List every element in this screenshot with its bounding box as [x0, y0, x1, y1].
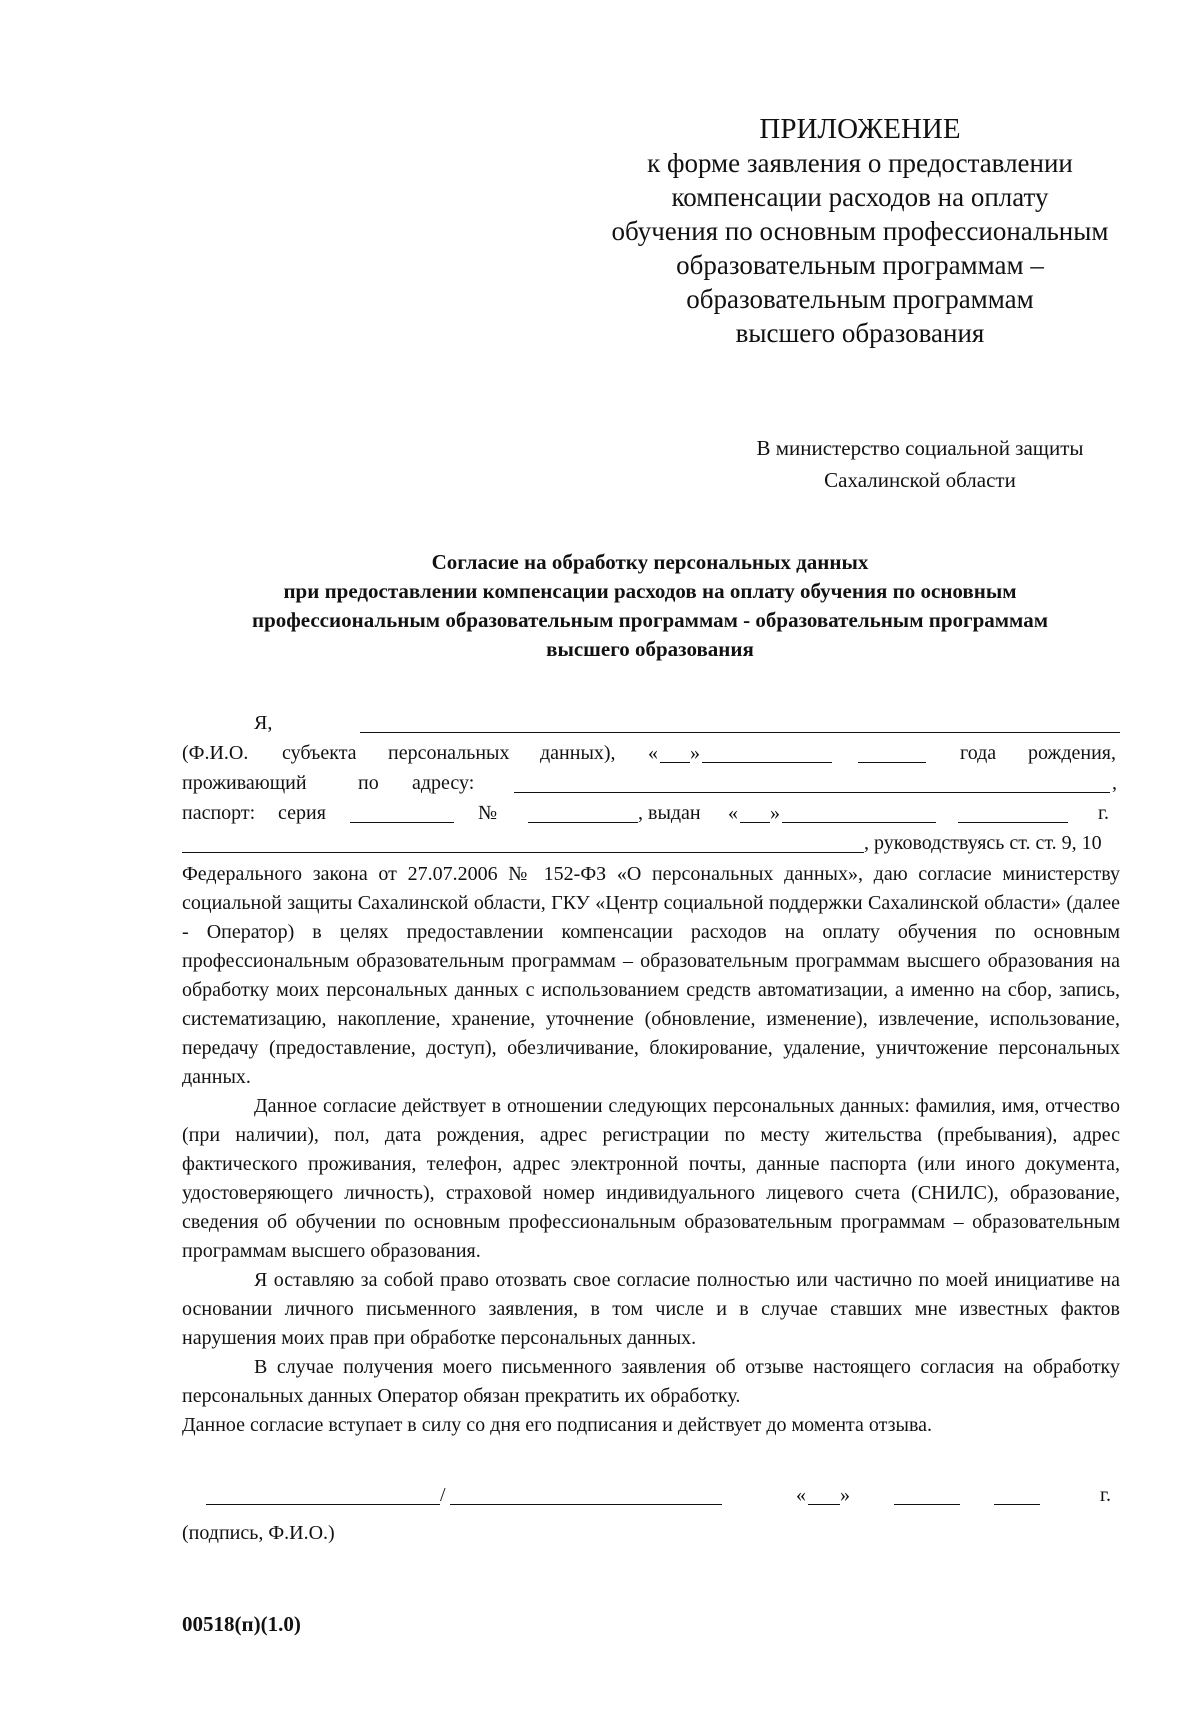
addressee-line-1: В министерство социальной защиты — [756, 436, 1084, 460]
signature-row — [182, 1480, 1120, 1510]
sign-year-field[interactable] — [994, 1480, 1040, 1505]
title-line-4: высшего образования — [546, 637, 754, 661]
quote-close: » — [690, 742, 700, 764]
signature-block — [182, 1480, 1120, 1548]
guided-text: , руководствуясь ст. ст. 9, 10 — [864, 832, 1102, 854]
passport-label-2: серия — [278, 802, 326, 824]
sign-year-suffix: г. — [1100, 1484, 1111, 1506]
consent-body — [182, 860, 1120, 1440]
paragraph-validity: Данное согласие вступает в силу со дня его подписания и действует до момента отзыва. — [182, 1414, 933, 1436]
address-field[interactable] — [514, 768, 1110, 793]
signature-field[interactable] — [206, 1480, 440, 1505]
residing-label-1: проживающий — [182, 772, 307, 794]
birth-month-field[interactable] — [702, 738, 832, 763]
birth-label: года — [960, 742, 997, 764]
appendix-line: к форме заявления о предоставлении — [647, 148, 1073, 178]
fio-caption-3: персональных — [388, 742, 510, 764]
fio-caption-4: данных), — [540, 742, 616, 764]
title-line-1: Согласие на обработку персональных данных — [431, 550, 869, 574]
signature-caption-row — [182, 1518, 1120, 1548]
birth-row — [182, 738, 1120, 768]
fio-caption-1: (Ф.И.О. — [182, 742, 249, 764]
fio-caption-2: субъекта — [282, 742, 357, 764]
title-line-2: при предоставлении компенсации расходов на оплату обучения по основным — [283, 579, 1017, 603]
personal-info-fields — [182, 708, 1120, 858]
appendix-line: образовательным программам – — [676, 250, 1044, 280]
paragraph-revocation-right: Я оставляю за собой право отозвать свое согласие полностью или частично по моей инициативе на основании личного письменного заявления, в том числе и в случае ставших мне известных фактов нарушения моих прав при обработке персональных данных. — [182, 1269, 1120, 1349]
sign-month-field[interactable] — [894, 1480, 960, 1505]
fio-row — [182, 708, 1120, 738]
issued-quote-close: » — [770, 802, 780, 824]
address-comma: , — [1112, 772, 1117, 794]
paragraph-revocation-effect: В случае получения моего письменного заявления об отзыве настоящего согласия на обработку персональных данных Оператор обязан прекратить их обработку. — [182, 1356, 1120, 1407]
appendix-line: образовательным программам — [686, 284, 1034, 314]
signature-name-field[interactable] — [450, 1480, 722, 1505]
appendix-line: обучения по основным профессиональным — [611, 216, 1109, 246]
issued-label: , выдан — [638, 802, 701, 824]
birth-year-field[interactable] — [858, 738, 926, 763]
appendix-header — [580, 112, 1140, 350]
addressee-line-2: Сахалинской области — [824, 468, 1016, 492]
residing-label-2: по — [358, 772, 379, 794]
birth-label-2: рождения, — [1028, 742, 1116, 764]
appendix-line: высшего образования — [735, 318, 985, 348]
issuer-field[interactable] — [182, 828, 864, 853]
address-row — [182, 768, 1120, 798]
paragraph-law-reference: Федерального закона от 27.07.2006 № 152-ФЗ «О персональных данных», даю согласие министерству социальной защиты Сахалинской области, ГКУ «Центр социальной поддержки Сахалинской области» (далее - Оператор) в целях предоставлении компенсации расходов на оплату обучения по основным профессиональным образовательным программам – образовательным программам высшего образования на обработку моих персональных данных с использованием средств автоматизации, а именно на сбор, запись, систематизацию, накопление, хранение, уточнение (обновление, изменение), извлечение, использование, передачу (предоставление, доступ), обезличивание, блокирование, удаление, уничтожение персональных данных. — [182, 863, 1120, 1088]
quote-open: « — [648, 742, 658, 764]
birth-day-field[interactable] — [660, 738, 690, 763]
issued-year-suffix: г. — [1098, 802, 1109, 824]
signature-slash: / — [440, 1484, 446, 1506]
sign-quote-open: « — [796, 1484, 806, 1506]
appendix-title: ПРИЛОЖЕНИЕ — [759, 113, 961, 145]
issuer-row — [182, 828, 1120, 858]
issued-day-field[interactable] — [740, 798, 770, 823]
form-code: 00518(п)(1.0) — [182, 1612, 301, 1636]
addressee — [700, 432, 1140, 496]
signature-caption: (подпись, Ф.И.О.) — [182, 1522, 335, 1544]
number-sign: № — [478, 802, 498, 824]
sign-quote-close: » — [840, 1484, 850, 1506]
sign-day-field[interactable] — [808, 1480, 840, 1505]
passport-row — [182, 798, 1120, 828]
appendix-line: компенсации расходов на оплату — [671, 182, 1049, 212]
ya-label: Я, — [254, 712, 273, 734]
passport-number-field[interactable] — [528, 798, 638, 823]
issued-month-field[interactable] — [782, 798, 936, 823]
paragraph-data-scope: Данное согласие действует в отношении следующих персональных данных: фамилия, имя, отчество (при наличии), пол, дата рождения, адрес регистрации по месту жительства (пребывания), адрес фактического проживания, телефон, адрес электронной почты, данные паспорта (или иного документа, удостоверяющего личность), страховой номер индивидуального лицевого счета (СНИЛС), образование, сведения об обучении по основным профессиональным образовательным программам – образовательным программам высшего образования. — [182, 1095, 1120, 1262]
title-line-3: профессиональным образовательным программам - образовательным программам — [251, 608, 1049, 632]
document-title — [180, 548, 1120, 664]
residing-label-3: адресу: — [412, 772, 475, 794]
passport-label-1: паспорт: — [182, 802, 256, 824]
fio-field[interactable] — [360, 708, 1120, 733]
passport-series-field[interactable] — [350, 798, 454, 823]
issued-quote-open: « — [728, 802, 738, 824]
issued-year-field[interactable] — [958, 798, 1068, 823]
